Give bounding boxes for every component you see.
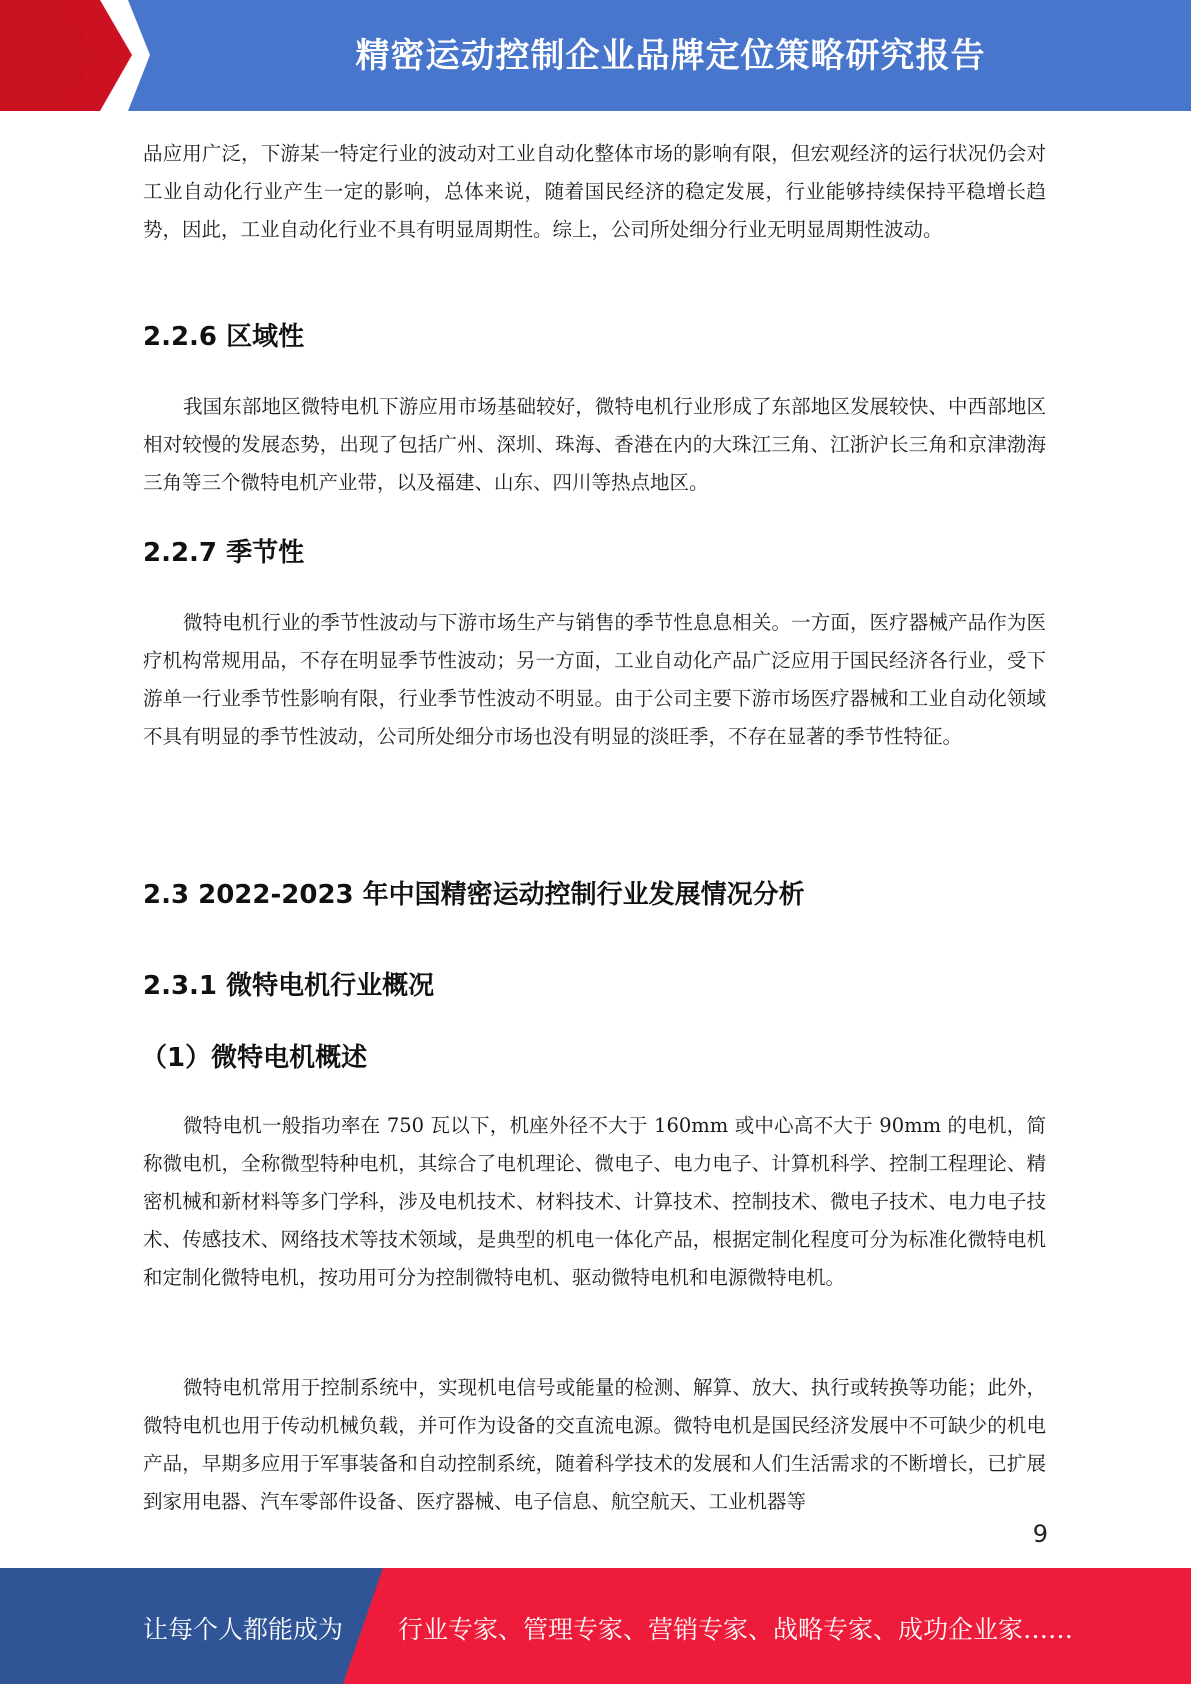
page-footer [0, 1568, 1191, 1684]
paragraph-intro: 品应用广泛，下游某一特定行业的波动对工业自动化整体市场的影响有限，但宏观经济的运行状况仍会对工业自动化行业产生一定的影响，总体来说，随着国民经济的稳定发展，行业能够持续保持平稳增长趋势，因此，工业自动化行业不具有明显周期性。综上，公司所处细分行业无明显周期性波动。 [143, 142, 1046, 241]
report-title: 精密运动控制企业品牌定位策略研究报告 [355, 36, 986, 76]
page-number: 9 [1032, 1520, 1048, 1548]
paragraph-motor-applications: 微特电机常用于控制系统中，实现机电信号或能量的检测、解算、放大、执行或转换等功能；此外，微特电机也用于传动机械负载，并可作为设备的交直流电源。微特电机是国民经济发展中不可缺少的机电产品，早期多应用于军事装备和自动控制系统，随着科学技术的发展和人们生活需求的不断增长，已扩展到家用电器、汽车零部件设备、医疗器械、电子信息、航空航天、工业机器等 [143, 1376, 1046, 1513]
footer-slogan-right: 行业专家、管理专家、营销专家、战略专家、成功企业家…… [398, 1615, 1074, 1644]
page-header [0, 0, 1191, 111]
heading-2-3: 2.3 2022-2023 年中国精密运动控制行业发展情况分析 [143, 880, 805, 910]
heading-2-2-7: 2.2.7 季节性 [143, 538, 305, 568]
footer-slogan-left: 让每个人都能成为 [143, 1615, 344, 1644]
heading-2-3-1: 2.3.1 微特电机行业概况 [143, 971, 435, 1001]
paragraph-motor-definition: 微特电机一般指功率在 750 瓦以下，机座外径不大于 160mm 或中心高不大于 90mm 的电机，简称微电机，全称微型特种电机，其综合了电机理论、微电子、电力电子、计算机科学、控制工程理论、精密机械和新材料等多门学科，涉及电机技术、材料技术、计算技术、控制技术、微电子技术、电力电子技术、传感技术、网络技术等技术领域，是典型的机电一体化产品，根据定制化程度可分为标准化微特电机和定制化微特电机，按功用可分为控制微特电机、驱动微特电机和电源微特电机。 [143, 1114, 1047, 1289]
paragraph-regional: 我国东部地区微特电机下游应用市场基础较好，微特电机行业形成了东部地区发展较快、中西部地区相对较慢的发展态势，出现了包括广州、深圳、珠海、香港在内的大珠江三角、江浙沪长三角和京津渤海三角等三个微特电机产业带，以及福建、山东、四川等热点地区。 [143, 395, 1046, 494]
heading-2-2-6: 2.2.6 区域性 [143, 322, 305, 352]
paragraph-seasonal: 微特电机行业的季节性波动与下游市场生产与销售的季节性息息相关。一方面，医疗器械产品作为医疗机构常规用品，不存在明显季节性波动；另一方面，工业自动化产品广泛应用于国民经济各行业，受下游单一行业季节性影响有限，行业季节性波动不明显。由于公司主要下游市场医疗器械和工业自动化领域不具有明显的季节性波动，公司所处细分市场也没有明显的淡旺季，不存在显著的季节性特征。 [143, 611, 1046, 748]
heading-1-overview: （1）微特电机概述 [141, 1043, 368, 1073]
